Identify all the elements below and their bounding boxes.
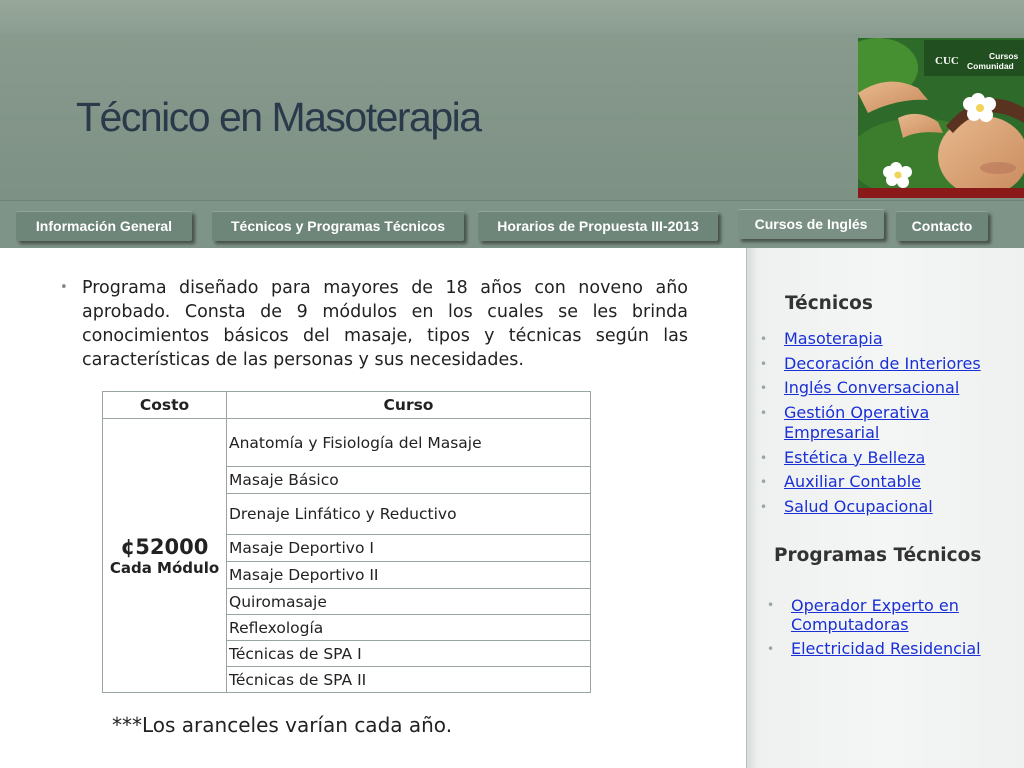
page-title: Técnico en Masoterapia [76, 94, 481, 140]
course-cell: Técnicas de SPA I [227, 641, 591, 667]
list-item [767, 596, 1001, 634]
list-item [760, 354, 1022, 374]
bullet-icon: • [767, 598, 775, 612]
tab-tecnicos-programas[interactable]: Técnicos y Programas Técnicos [212, 211, 464, 241]
spa-illustration [858, 38, 1024, 198]
sidebar [746, 248, 1024, 768]
column-header-curso: Curso [227, 392, 591, 419]
course-table [102, 391, 591, 693]
sidebar-heading-tecnicos: Técnicos [785, 293, 873, 314]
brand-text-2: Comunidad [967, 61, 1014, 71]
list-item [767, 639, 1023, 659]
course-cell: Drenaje Linfático y Reductivo [227, 494, 591, 535]
bullet-icon: • [760, 356, 768, 371]
program-description [60, 276, 688, 372]
course-cell: Quiromasaje [227, 589, 591, 615]
header [0, 0, 1024, 200]
course-cell: Reflexología [227, 615, 591, 641]
fees-note: ***Los aranceles varían cada año. [112, 713, 453, 737]
banner-image [858, 38, 1024, 198]
tab-cursos-ingles[interactable]: Cursos de Inglés [738, 209, 884, 239]
link-operador-experto[interactable]: Operador Experto en Computadoras [791, 596, 959, 634]
link-electricidad-residencial[interactable]: Electricidad Residencial [791, 638, 981, 658]
tab-horarios[interactable]: Horarios de Propuesta III-2013 [478, 211, 718, 241]
course-cell: Técnicas de SPA II [227, 667, 591, 693]
course-cell: Masaje Deportivo II [227, 562, 591, 589]
cost-unit: Cada Módulo [109, 558, 220, 577]
tab-informacion-general[interactable]: Información General [16, 211, 192, 241]
list-item [760, 497, 1022, 517]
list-item [760, 329, 1022, 349]
table-row [103, 419, 591, 467]
brand-text-1: Cursos [989, 51, 1019, 61]
tecnicos-list [760, 329, 1022, 522]
table-header-row [103, 392, 591, 419]
course-cell: Masaje Básico [227, 467, 591, 494]
list-item [760, 403, 974, 443]
description-text: Programa diseñado para mayores de 18 años con noveno año aprobado. Consta de 9 módulos en los cuales se les brinda conocimientos básicos del masaje, tipos y técnicas según las características de las personas y sus necesidades. [82, 278, 688, 370]
bullet-icon: • [760, 332, 768, 346]
link-masoterapia[interactable]: Masoterapia [784, 329, 883, 348]
tab-contacto[interactable]: Contacto [896, 211, 988, 241]
bullet-icon: • [760, 450, 768, 465]
sidebar-heading-programas: Programas Técnicos [774, 545, 982, 566]
link-salud-ocupacional[interactable]: Salud Ocupacional [784, 497, 933, 517]
list-item [760, 378, 1022, 398]
header-top-band [0, 0, 1024, 34]
cost-cell [103, 419, 227, 693]
list-item [760, 448, 1022, 468]
bullet-icon: • [760, 475, 768, 490]
brand-logo-text: CUC [935, 55, 959, 67]
cost-price: ¢52000 [120, 534, 209, 559]
column-header-costo: Costo [103, 392, 227, 419]
link-ingles-conversacional[interactable]: Inglés Conversacional [784, 378, 960, 398]
nav-bar [0, 200, 1024, 249]
bullet-icon: • [760, 500, 768, 515]
bullet-icon: • [60, 280, 68, 295]
course-cell: Anatomía y Fisiología del Masaje [227, 419, 591, 467]
bullet-icon: • [767, 641, 775, 656]
link-estetica-belleza[interactable]: Estética y Belleza [784, 447, 926, 467]
link-decoracion-interiores[interactable]: Decoración de Interiores [784, 353, 981, 373]
bullet-icon: • [760, 381, 768, 396]
list-item [760, 472, 1022, 492]
programas-list [767, 596, 1023, 663]
link-auxiliar-contable[interactable]: Auxiliar Contable [784, 472, 921, 492]
link-gestion-operativa[interactable]: Gestión Operativa Empresarial [784, 403, 930, 443]
main-content [0, 248, 746, 768]
bullet-icon: • [760, 406, 768, 421]
course-cell: Masaje Deportivo I [227, 535, 591, 562]
